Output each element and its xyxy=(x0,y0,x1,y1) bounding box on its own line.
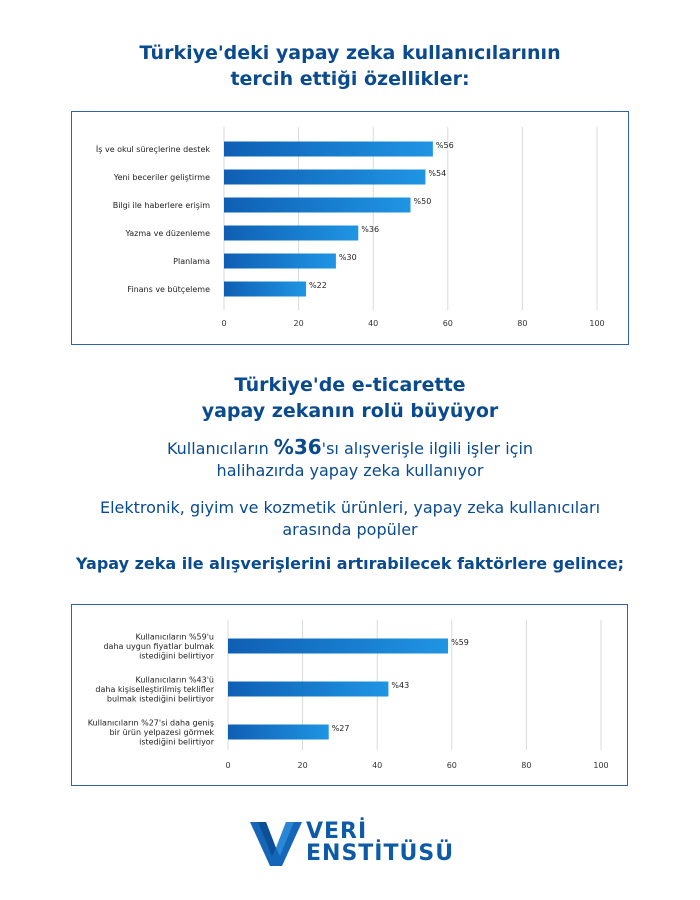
chart1-category-label: Yeni beceriler geliştirme xyxy=(113,173,210,182)
chart2-tick-label: 100 xyxy=(593,761,609,770)
chart1-category-label: Yazma ve düzenleme xyxy=(125,229,210,238)
chart1-tick-label: 60 xyxy=(442,319,453,328)
stat1-highlight: %36 xyxy=(273,435,322,459)
chart1-svg xyxy=(72,112,630,346)
chart1-frame xyxy=(71,111,629,345)
chart1-value-label: %50 xyxy=(413,197,432,206)
chart1-bar xyxy=(224,254,336,269)
chart1-value-label: %30 xyxy=(338,253,357,262)
stat1-line2: halihazırda yapay zeka kullanıyor xyxy=(216,461,484,480)
chart1-title xyxy=(0,40,700,92)
chart1-value-label: %36 xyxy=(361,225,380,234)
chart2-tick-label: 0 xyxy=(225,761,231,770)
section2-title-line2: yapay zekanın rolü büyüyor xyxy=(201,400,499,422)
stat2-line2: arasında popüler xyxy=(282,520,418,539)
chart1-tick-label: 80 xyxy=(517,319,528,328)
logo-line1: VERİ xyxy=(306,819,368,844)
chart1-bar xyxy=(224,170,425,185)
chart2-category-label: Kullanıcıların %27'si daha geniş bir ürün yelpazesi görmek istediğini belirtiyor xyxy=(87,718,214,747)
chart1-bar xyxy=(224,198,411,213)
chart1-bar xyxy=(224,226,358,241)
stat1-suffix: 'sı alışverişle ilgili işler için xyxy=(321,439,534,458)
chart1-bar xyxy=(224,142,433,157)
chart1-value-label: %22 xyxy=(309,281,327,290)
chart2-category-label: Kullanıcıların %43'ü daha kişiselleştirilmiş teklifler bulmak istediğini belirtiyor xyxy=(95,675,214,704)
chart1-bar xyxy=(224,282,306,297)
logo-line2: ENSTİTÜSÜ xyxy=(306,841,455,866)
chart1-tick-label: 100 xyxy=(589,319,605,328)
chart1-value-label: %54 xyxy=(428,169,447,178)
stat2-text xyxy=(0,497,700,541)
veri-enstitusu-logo xyxy=(248,818,458,870)
chart2-value-label: %27 xyxy=(331,724,350,733)
logo-mark-icon xyxy=(248,818,304,870)
chart2-category-label: Kullanıcıların %59'u daha uygun fiyatlar bulmak istediğini belirtiyor xyxy=(103,632,214,661)
chart2-bar xyxy=(228,639,448,654)
chart1-value-label: %56 xyxy=(435,141,454,150)
chart1-category-label: İş ve okul süreçlerine destek xyxy=(95,145,210,154)
section2-title-line1: Türkiye'de e-ticarette xyxy=(234,374,466,396)
chart2-bar xyxy=(228,725,329,740)
chart1-category-label: Planlama xyxy=(173,257,210,266)
section2-title xyxy=(0,372,700,424)
chart1-tick-label: 40 xyxy=(368,319,379,328)
chart2-tick-label: 40 xyxy=(372,761,383,770)
chart2-tick-label: 60 xyxy=(446,761,457,770)
chart2-frame xyxy=(71,604,628,786)
stat1-prefix: Kullanıcıların xyxy=(166,439,274,458)
chart2-tick-label: 20 xyxy=(297,761,308,770)
chart1-category-label: Finans ve bütçeleme xyxy=(127,285,210,294)
chart2-bar xyxy=(228,682,388,697)
chart1-title-line1: Türkiye'deki yapay zeka kullanıcılarının xyxy=(139,42,561,64)
chart1-tick-label: 0 xyxy=(221,319,227,328)
chart2-svg xyxy=(72,605,629,787)
stat1-text xyxy=(0,436,700,482)
chart2-value-label: %59 xyxy=(451,638,469,647)
chart2-value-label: %43 xyxy=(391,681,410,690)
chart1-tick-label: 20 xyxy=(293,319,304,328)
shopping-factors-heading: Yapay zeka ile alışverişlerini artırabilecek faktörlere gelince; xyxy=(75,554,625,573)
chart1-title-line2: tercih ettiği özellikler: xyxy=(230,68,470,90)
chart2-tick-label: 80 xyxy=(521,761,532,770)
chart1-category-label: Bilgi ile haberlere erişim xyxy=(112,201,210,210)
stat2-line1: Elektronik, giyim ve kozmetik ürünleri, yapay zeka kullanıcıları xyxy=(99,498,601,517)
